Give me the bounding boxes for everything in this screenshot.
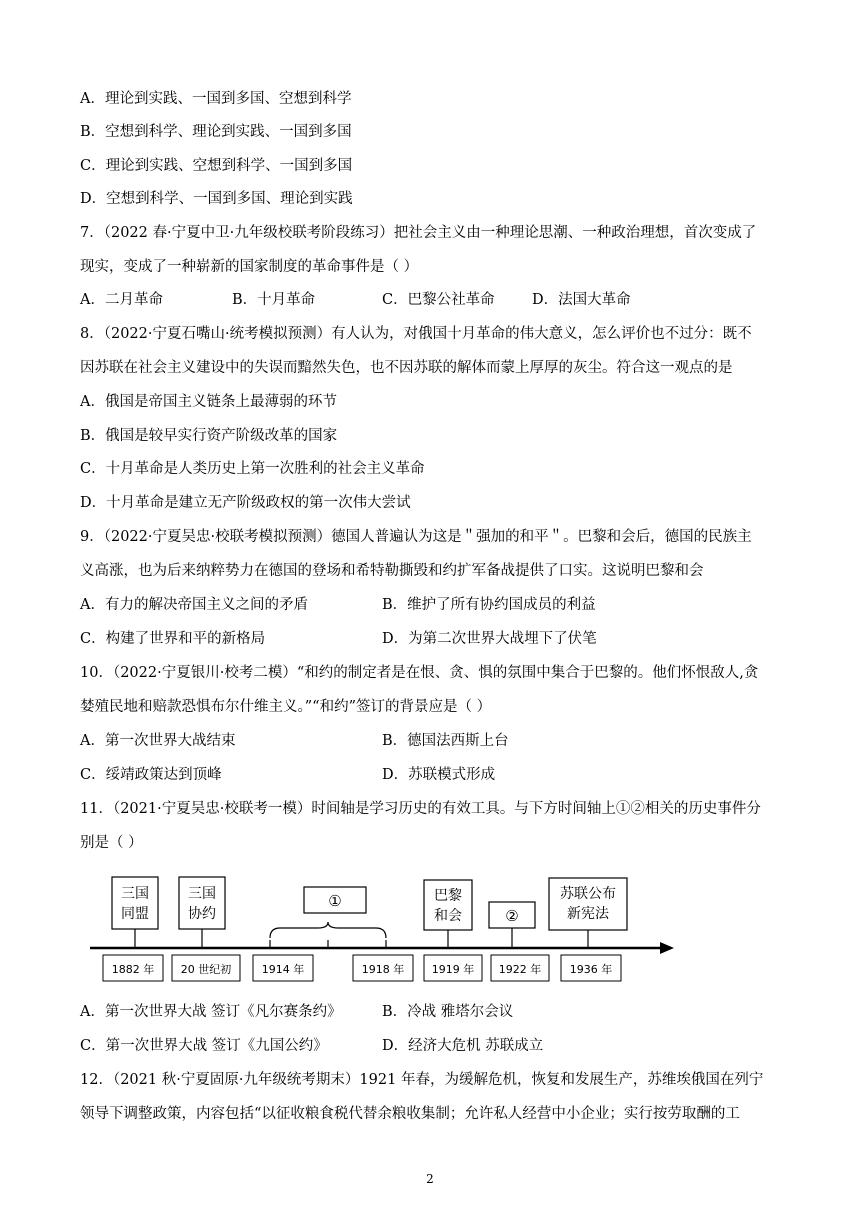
question-12-stem-cont: 领导下调整政策，内容包括“以征收粮食税代替余粮收集制；允许私人经营中小企业；实行按劳取酬的工 bbox=[80, 1106, 740, 1122]
q11-option-a: A．第一次世界大战 签订《凡尔赛条约》 bbox=[80, 1004, 342, 1020]
event-box-1 bbox=[112, 877, 158, 929]
option-c: C．理论到实践、空想到科学、一国到多国 bbox=[80, 158, 353, 174]
option-d: D．空想到科学、一国到多国、理论到实践 bbox=[80, 191, 353, 207]
event-box-4 bbox=[424, 880, 472, 930]
q7-option-b: B．十月革命 bbox=[232, 292, 316, 308]
period-bracket bbox=[270, 922, 386, 938]
q11-option-d: D．经济大危机 苏联成立 bbox=[382, 1038, 544, 1054]
svg-text:1882 年: 1882 年 bbox=[111, 963, 155, 976]
event-3-label: ① bbox=[328, 892, 342, 910]
timeline-figure bbox=[0, 860, 860, 990]
event-1-line-2: 同盟 bbox=[121, 906, 149, 922]
q10-option-b: B．德国法西斯上台 bbox=[382, 733, 509, 749]
q9-option-c: C．构建了世界和平的新格局 bbox=[80, 631, 266, 647]
question-9-stem: 9．（2022·宁夏吴忠·校联考模拟预测）德国人普遍认为这是＂强加的和平＂。巴黎和会后，德国的民族主 bbox=[80, 529, 752, 545]
timeline-arrowhead bbox=[660, 942, 674, 954]
event-box-5 bbox=[489, 902, 535, 928]
q8-option-b: B．俄国是较早实行资产阶级改革的国家 bbox=[80, 428, 338, 444]
svg-text:1919 年: 1919 年 bbox=[431, 963, 475, 976]
svg-text:1936 年: 1936 年 bbox=[569, 963, 613, 976]
question-8-stem-cont: 因苏联在社会主义建设中的失误而黯然失色，也不因苏联的解体而蒙上厚厚的灰尘。符合这一观点的是 bbox=[80, 360, 733, 376]
q9-option-b: B．维护了所有协约国成员的利益 bbox=[382, 597, 596, 613]
option-a: A．理论到实践、一国到多国、空想到科学 bbox=[80, 91, 352, 107]
svg-text:1922 年: 1922 年 bbox=[498, 963, 542, 976]
date-box-1914 bbox=[253, 955, 313, 981]
question-12-stem: 12．（2021 秋·宁夏固原·九年级统考期末）1921 年春，为缓解危机，恢复和发展生产，苏维埃俄国在列宁 bbox=[80, 1072, 764, 1088]
date-box-1936 bbox=[561, 955, 621, 981]
event-box-6 bbox=[549, 878, 627, 930]
page-number: 2 bbox=[426, 1172, 434, 1186]
event-6-line-1: 苏联公布 bbox=[560, 886, 616, 902]
q8-option-a: A．俄国是帝国主义链条上最薄弱的环节 bbox=[80, 394, 337, 410]
question-7-stem-cont: 现实，变成了一种崭新的国家制度的革命事件是（ ） bbox=[80, 259, 419, 275]
question-10-stem-cont: 婪殖民地和赔款恐惧布尔什维主义。”“和约”签订的背景应是（ ） bbox=[80, 699, 492, 715]
svg-text:1918 年: 1918 年 bbox=[361, 963, 405, 976]
date-box-early-20c bbox=[172, 955, 240, 981]
event-1-line-1: 三国 bbox=[121, 886, 149, 902]
q11-option-b: B．冷战 雅塔尔会议 bbox=[382, 1004, 514, 1020]
q7-option-a: A．二月革命 bbox=[80, 292, 163, 308]
q7-option-c: C．巴黎公社革命 bbox=[382, 292, 495, 308]
question-7-stem: 7．（2022 春·宁夏中卫·九年级校联考阶段练习）把社会主义由一种理论思潮、一种政治理想，首次变成了 bbox=[80, 225, 757, 241]
q11-option-c: C．第一次世界大战 签订《九国公约》 bbox=[80, 1038, 328, 1054]
option-b: B．空想到科学、理论到实践、一国到多国 bbox=[80, 124, 352, 140]
q10-option-c: C．绥靖政策达到顶峰 bbox=[80, 767, 222, 783]
event-box-2 bbox=[179, 877, 225, 929]
date-box-1919 bbox=[424, 955, 482, 981]
date-box-1922 bbox=[491, 955, 549, 981]
event-2-line-2: 协约 bbox=[188, 906, 216, 922]
q8-option-d: D．十月革命是建立无产阶级政权的第一次伟大尝试 bbox=[80, 495, 411, 511]
q8-option-c: C．十月革命是人类历史上第一次胜利的社会主义革命 bbox=[80, 461, 425, 477]
question-11-stem: 11．（2021·宁夏吴忠·校联考一模）时间轴是学习历史的有效工具。与下方时间轴上①②相关的历史事件分 bbox=[80, 801, 761, 817]
q7-option-d: D．法国大革命 bbox=[532, 292, 631, 308]
date-box-1918 bbox=[353, 955, 413, 981]
q9-option-a: A．有力的解决帝国主义之间的矛盾 bbox=[80, 597, 308, 613]
question-10-stem: 10．（2022·宁夏银川·校考二模）“和约的制定者是在恨、贪、惧的氛围中集合于巴黎的。他们怀恨敌人,贪 bbox=[80, 665, 759, 681]
event-6-line-2: 新宪法 bbox=[567, 906, 609, 922]
event-2-line-1: 三国 bbox=[188, 886, 216, 902]
event-5-label: ② bbox=[505, 907, 519, 925]
question-11-stem-cont: 别是（ ） bbox=[80, 835, 143, 851]
date-box-1882 bbox=[103, 955, 163, 981]
question-9-stem-cont: 义高涨，也为后来纳粹势力在德国的登场和希特勒撕毁和约扩军备战提供了口实。这说明巴黎和会 bbox=[80, 563, 704, 579]
event-4-line-2: 和会 bbox=[434, 908, 462, 924]
q9-option-d: D．为第二次世界大战埋下了伏笔 bbox=[382, 631, 597, 647]
question-8-stem: 8．（2022·宁夏石嘴山·统考模拟预测）有人认为，对俄国十月革命的伟大意义，怎么评价也不过分：既不 bbox=[80, 326, 752, 342]
q10-option-d: D．苏联模式形成 bbox=[382, 767, 496, 783]
q10-option-a: A．第一次世界大战结束 bbox=[80, 733, 236, 749]
event-box-3 bbox=[304, 887, 366, 913]
svg-text:1914 年: 1914 年 bbox=[261, 963, 305, 976]
event-4-line-1: 巴黎 bbox=[434, 888, 462, 904]
svg-text:20 世纪初: 20 世纪初 bbox=[180, 963, 232, 976]
